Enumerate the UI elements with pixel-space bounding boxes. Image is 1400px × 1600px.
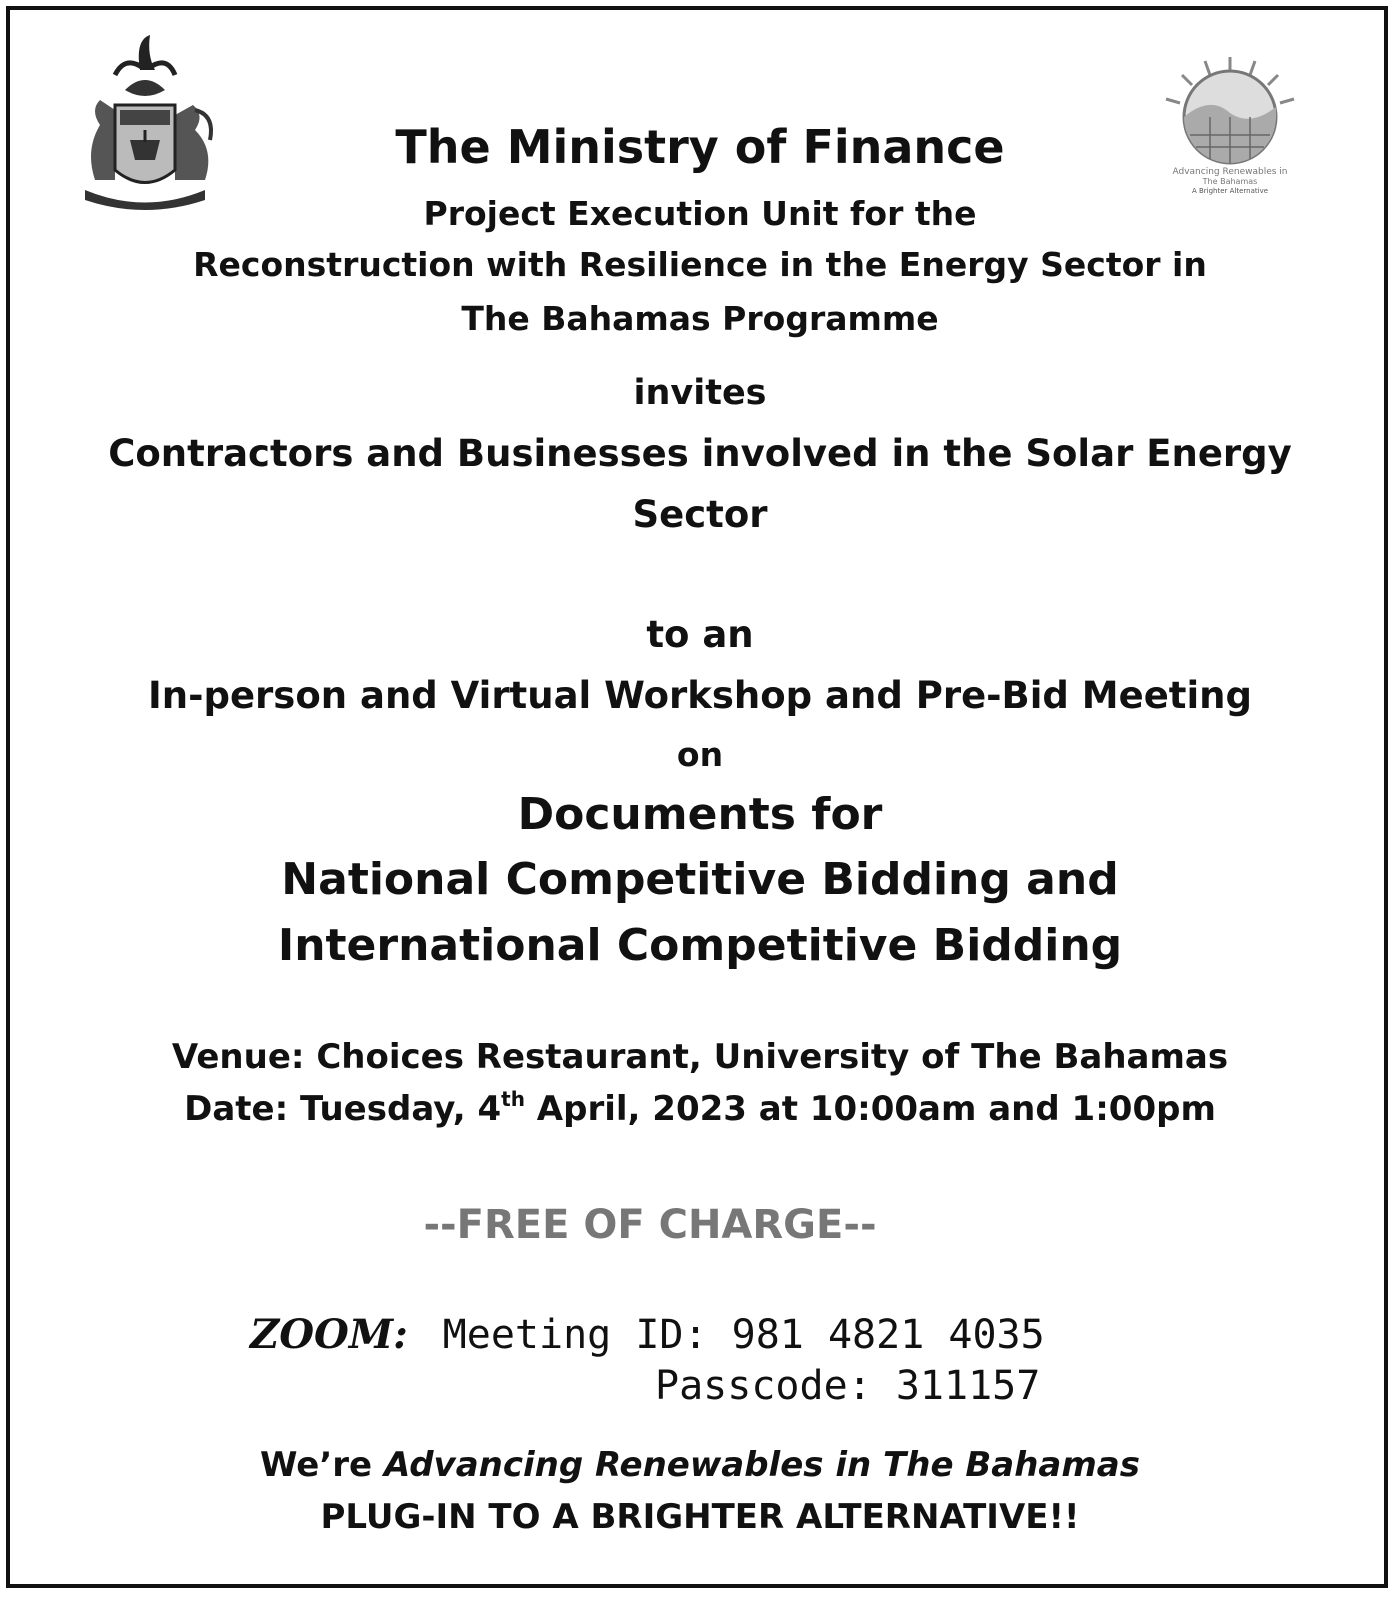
coat-of-arms-icon (55, 30, 225, 210)
logo-line-2: The Bahamas (1202, 177, 1258, 186)
venue-text: Venue: Choices Restaurant, University of The Bahamas (171, 1037, 1229, 1077)
subtitle-line-3: The Bahamas Programme (461, 299, 939, 338)
date-rest: April, 2023 at 10:00am and 1:00pm (524, 1089, 1216, 1129)
tagline-italic: Advancing Renewables in The Bahamas (383, 1445, 1140, 1485)
date-prefix: Date: Tuesday, 4 (184, 1089, 502, 1129)
slogan: PLUG-IN TO A BRIGHTER ALTERNATIVE!! (320, 1497, 1080, 1537)
subtitle-line-1: Project Execution Unit for the (423, 194, 977, 233)
topic-line-2: National Competitive Bidding and (281, 854, 1119, 905)
logo-line-1: Advancing Renewables in (1172, 167, 1288, 177)
logo-line-3: A Brighter Alternative (1191, 187, 1269, 195)
zoom-passcode: Passcode: 311157 (655, 1363, 1041, 1409)
tagline (0, 1445, 1400, 1485)
invites-text: invites (633, 373, 767, 413)
topic-line-1: Documents for (517, 789, 883, 840)
page-title: The Ministry of Finance (395, 120, 1005, 174)
free-of-charge: --FREE OF CHARGE-- (423, 1202, 877, 1248)
date-ordinal: th (501, 1087, 525, 1111)
zoom-row (250, 1311, 1045, 1358)
on-text: on (676, 735, 724, 774)
zoom-label: ZOOM: (250, 1311, 408, 1358)
zoom-meeting-id: Meeting ID: 981 4821 4035 (442, 1312, 1045, 1358)
subtitle-line-2: Reconstruction with Resilience in the Energy Sector in (193, 245, 1207, 284)
audience-line-1: Contractors and Businesses involved in the Solar Energy (108, 432, 1292, 475)
to-an-text: to an (646, 613, 754, 656)
event-text: In-person and Virtual Workshop and Pre-Bid Meeting (148, 674, 1252, 717)
audience-line-2: Sector (632, 493, 768, 536)
tagline-prefix: We’re (260, 1445, 384, 1485)
date-text (0, 1087, 1400, 1129)
topic-line-3: International Competitive Bidding (277, 920, 1123, 971)
